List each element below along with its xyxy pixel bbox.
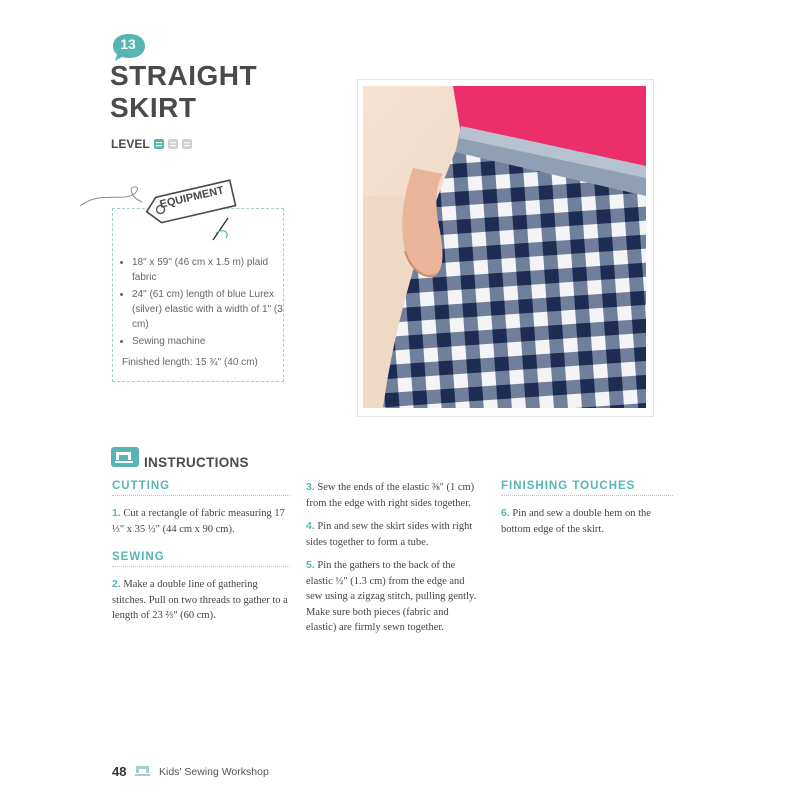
- step-1: [112, 506, 290, 537]
- page-title: [110, 60, 257, 124]
- step-text: Sew the ends of the elastic ⅜" (1 cm) from the edge with right sides together.: [306, 482, 475, 509]
- instructions-heading: INSTRUCTIONS: [144, 455, 249, 470]
- step-number: 2.: [112, 578, 121, 590]
- equipment-item: • Sewing machine: [132, 334, 290, 349]
- step-text: Pin the gathers to the back of the elastic ½" (1.3 cm) from the edge and sew using a zigzag stitch, pulling gently. Make sure both pieces (fabric and elastic) are firmly sewn together.: [306, 560, 477, 633]
- skirt-photo: [363, 86, 646, 408]
- level-label: LEVEL: [111, 137, 150, 151]
- step-text: Pin and sew the skirt sides with right sides together to form a tube.: [306, 521, 473, 548]
- step-3: [306, 480, 481, 511]
- finishing-heading: FINISHING TOUCHES: [501, 480, 673, 496]
- step-number: 1.: [112, 507, 121, 519]
- instructions-column-2: [306, 480, 481, 636]
- machine-level-icon: [182, 139, 192, 149]
- equipment-label: EQUIPMENT: [158, 184, 226, 211]
- step-number: 6.: [501, 507, 510, 519]
- machine-level-icon: [168, 139, 178, 149]
- step-2: [112, 577, 290, 624]
- instructions-column-3: [501, 480, 673, 537]
- equipment-item: • 18" x 59" (46 cm x 1.5 m) plaid fabric: [132, 255, 290, 285]
- cutting-heading: CUTTING: [112, 480, 290, 496]
- book-title: Kids' Sewing Workshop: [159, 766, 269, 778]
- title-line-1: STRAIGHT: [110, 60, 258, 91]
- step-number: 4.: [306, 520, 315, 532]
- equipment-list: [120, 255, 290, 351]
- instructions-column-1: [112, 480, 290, 624]
- equipment-item: • 24" (61 cm) length of blue Lurex (silver) elastic with a width of 1" (3 cm): [132, 287, 290, 332]
- machine-level-icon: [154, 139, 164, 149]
- sewing-machine-icon: [111, 447, 139, 467]
- finished-length: Finished length: 15 ¾" (40 cm): [122, 357, 258, 368]
- step-text: Pin and sew a double hem on the bottom edge of the skirt.: [501, 508, 651, 535]
- title-line-2: SKIRT: [110, 92, 197, 123]
- sewing-machine-icon: [134, 763, 154, 777]
- page-number: 48: [112, 764, 127, 779]
- step-text: Cut a rectangle of fabric measuring 17 ⅓" x 35 ½" (44 cm x 90 cm).: [112, 508, 285, 535]
- difficulty-level: [111, 137, 192, 151]
- project-number: 13: [120, 36, 136, 52]
- step-6: [501, 506, 673, 537]
- step-4: [306, 519, 481, 550]
- sewing-heading: SEWING: [112, 551, 290, 567]
- step-number: 5.: [306, 559, 315, 571]
- step-number: 3.: [306, 481, 315, 493]
- step-5: [306, 558, 481, 636]
- step-text: Make a double line of gathering stitches. Pull on two threads to gather to a length of 23 ⅔" (60 cm).: [112, 579, 288, 621]
